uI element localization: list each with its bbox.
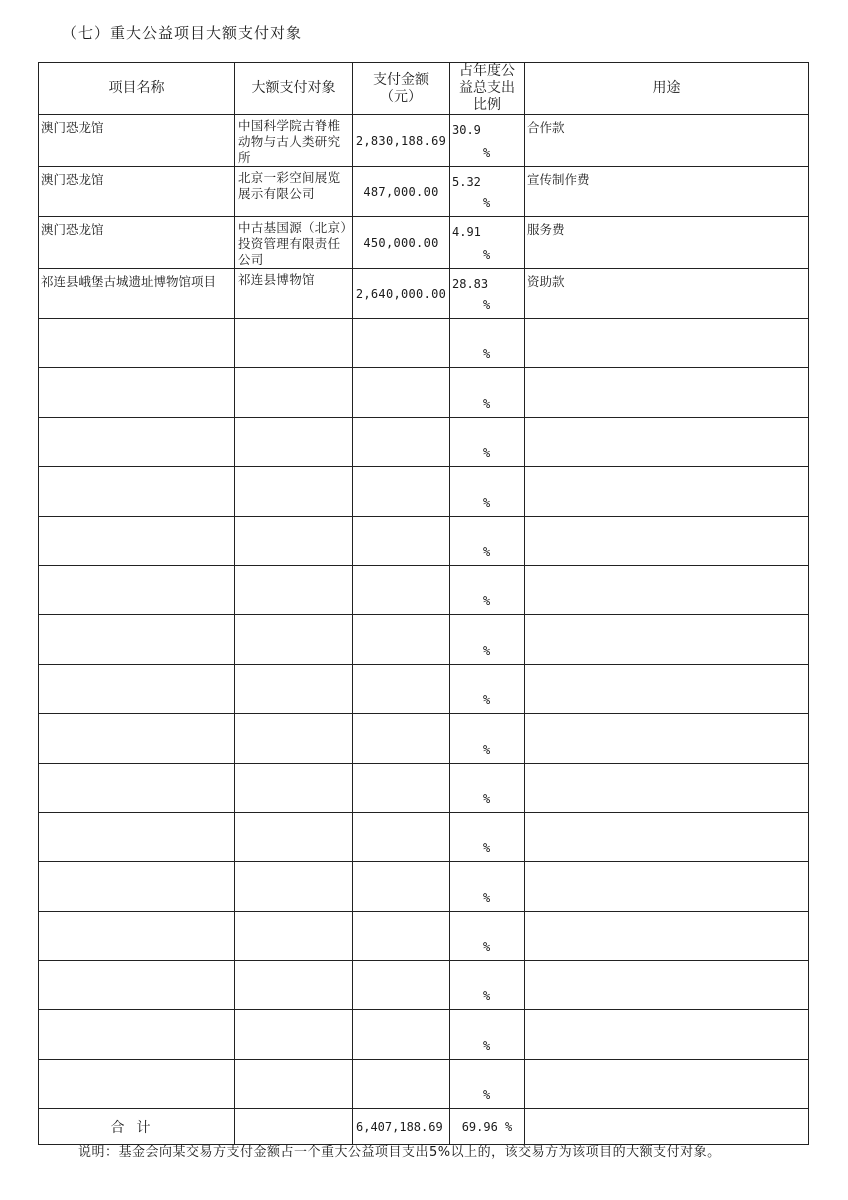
cell-amount xyxy=(353,368,450,417)
cell-use: 服务费 xyxy=(525,217,809,269)
table-row xyxy=(39,714,809,763)
cell-payee xyxy=(235,714,353,763)
header-amount-line2: （元） xyxy=(380,88,422,105)
cell-use: 宣传制作费 xyxy=(525,167,809,217)
cell-amount xyxy=(353,1059,450,1108)
cell-use: 资助款 xyxy=(525,269,809,319)
percent-sign: % xyxy=(483,196,491,210)
cell-project xyxy=(39,812,235,861)
table-row xyxy=(39,862,809,911)
cell-payee xyxy=(235,417,353,466)
cell-amount xyxy=(353,467,450,516)
percent-sign: % xyxy=(483,742,491,757)
table-row xyxy=(39,217,809,269)
table-header-row xyxy=(39,63,809,115)
cell-ratio xyxy=(450,862,525,911)
cell-ratio xyxy=(450,115,525,167)
cell-amount xyxy=(353,565,450,614)
section-title: （七）重大公益项目大额支付对象 xyxy=(62,24,303,42)
total-ratio: 69.96 % xyxy=(450,1109,525,1145)
table-row xyxy=(39,368,809,417)
cell-use xyxy=(525,812,809,861)
cell-payee xyxy=(235,763,353,812)
percent-sign: % xyxy=(483,841,491,856)
header-amount-line1: 支付金额 xyxy=(373,71,429,88)
cell-payee xyxy=(235,368,353,417)
cell-ratio xyxy=(450,167,525,217)
cell-amount xyxy=(353,862,450,911)
percent-sign: % xyxy=(483,298,491,312)
cell-amount xyxy=(353,961,450,1010)
cell-use xyxy=(525,467,809,516)
cell-payee xyxy=(235,664,353,713)
cell-ratio xyxy=(450,714,525,763)
cell-project xyxy=(39,862,235,911)
header-use: 用途 xyxy=(525,63,809,115)
percent-sign: % xyxy=(483,940,491,955)
cell-ratio xyxy=(450,217,525,269)
table-row xyxy=(39,1059,809,1108)
cell-project xyxy=(39,763,235,812)
cell-ratio xyxy=(450,516,525,565)
cell-amount xyxy=(353,417,450,466)
table-row xyxy=(39,615,809,664)
cell-payee xyxy=(235,812,353,861)
percent-sign: % xyxy=(483,495,491,510)
ratio-value: 4.91 xyxy=(452,225,481,239)
cell-use xyxy=(525,714,809,763)
cell-ratio xyxy=(450,565,525,614)
total-label: 合计 xyxy=(39,1109,235,1145)
cell-project xyxy=(39,664,235,713)
cell-use xyxy=(525,417,809,466)
cell-use xyxy=(525,319,809,368)
cell-ratio xyxy=(450,911,525,960)
cell-use xyxy=(525,763,809,812)
cell-amount xyxy=(353,812,450,861)
cell-project xyxy=(39,1059,235,1108)
cell-amount: 487,000.00 xyxy=(353,167,450,217)
cell-use xyxy=(525,961,809,1010)
header-amount xyxy=(353,63,450,115)
cell-project xyxy=(39,615,235,664)
cell-payee xyxy=(235,319,353,368)
cell-project xyxy=(39,417,235,466)
cell-ratio xyxy=(450,1010,525,1059)
cell-use xyxy=(525,516,809,565)
cell-use xyxy=(525,615,809,664)
cell-project: 澳门恐龙馆 xyxy=(39,115,235,167)
cell-amount xyxy=(353,714,450,763)
header-ratio xyxy=(450,63,525,115)
cell-use xyxy=(525,664,809,713)
table-row xyxy=(39,319,809,368)
percent-sign: % xyxy=(483,791,491,806)
total-row xyxy=(39,1109,809,1145)
ratio-value: 30.9 xyxy=(452,123,481,137)
cell-amount xyxy=(353,1010,450,1059)
table-row xyxy=(39,812,809,861)
percent-sign: % xyxy=(483,146,491,160)
cell-amount xyxy=(353,763,450,812)
total-amount: 6,407,188.69 xyxy=(353,1109,450,1145)
cell-ratio xyxy=(450,615,525,664)
cell-ratio xyxy=(450,319,525,368)
cell-payee xyxy=(235,1059,353,1108)
cell-payee: 北京一彩空间展览展示有限公司 xyxy=(235,167,353,217)
cell-project xyxy=(39,961,235,1010)
cell-payee xyxy=(235,961,353,1010)
cell-ratio xyxy=(450,664,525,713)
cell-amount xyxy=(353,911,450,960)
payment-table xyxy=(38,62,809,1145)
footnote: 说明：基金会向某交易方支付金额占一个重大公益项目支出5%以上的，该交易方为该项目的大额支付对象。 xyxy=(78,1145,721,1160)
cell-use xyxy=(525,565,809,614)
cell-use xyxy=(525,368,809,417)
cell-payee: 祁连县博物馆 xyxy=(235,269,353,319)
cell-project xyxy=(39,319,235,368)
cell-use xyxy=(525,911,809,960)
percent-sign: % xyxy=(483,446,491,461)
cell-use: 合作款 xyxy=(525,115,809,167)
percent-sign: % xyxy=(483,1038,491,1053)
cell-project xyxy=(39,714,235,763)
cell-ratio xyxy=(450,368,525,417)
table-row xyxy=(39,961,809,1010)
percent-sign: % xyxy=(483,643,491,658)
percent-sign: % xyxy=(483,890,491,905)
header-ratio-line2: 益总支出 xyxy=(459,80,515,96)
cell-project xyxy=(39,1010,235,1059)
table-row xyxy=(39,1010,809,1059)
cell-project xyxy=(39,565,235,614)
table-row xyxy=(39,167,809,217)
cell-ratio xyxy=(450,417,525,466)
percent-sign: % xyxy=(483,989,491,1004)
cell-payee xyxy=(235,1010,353,1059)
table-row xyxy=(39,115,809,167)
cell-amount: 2,830,188.69 xyxy=(353,115,450,167)
table-row xyxy=(39,911,809,960)
table-row xyxy=(39,417,809,466)
percent-sign: % xyxy=(483,544,491,559)
cell-use xyxy=(525,1059,809,1108)
percent-sign: % xyxy=(483,594,491,609)
table-row xyxy=(39,763,809,812)
percent-sign: % xyxy=(483,1088,491,1103)
table-row xyxy=(39,516,809,565)
ratio-value: 5.32 xyxy=(452,175,481,189)
cell-ratio xyxy=(450,1059,525,1108)
percent-sign: % xyxy=(483,347,491,362)
cell-ratio xyxy=(450,763,525,812)
total-use-empty xyxy=(525,1109,809,1145)
table-row xyxy=(39,664,809,713)
cell-amount: 2,640,000.00 xyxy=(353,269,450,319)
cell-use xyxy=(525,862,809,911)
cell-payee: 中国科学院古脊椎动物与古人类研究所 xyxy=(235,115,353,167)
table-row xyxy=(39,467,809,516)
cell-payee xyxy=(235,615,353,664)
cell-payee xyxy=(235,911,353,960)
cell-amount: 450,000.00 xyxy=(353,217,450,269)
percent-sign: % xyxy=(483,396,491,411)
cell-project xyxy=(39,467,235,516)
cell-payee xyxy=(235,862,353,911)
cell-payee xyxy=(235,565,353,614)
cell-project: 澳门恐龙馆 xyxy=(39,167,235,217)
header-ratio-line1: 占年度公 xyxy=(459,63,515,79)
cell-payee xyxy=(235,516,353,565)
header-ratio-line3: 比例 xyxy=(473,97,501,113)
percent-sign: % xyxy=(483,248,491,262)
cell-amount xyxy=(353,319,450,368)
cell-project: 澳门恐龙馆 xyxy=(39,217,235,269)
cell-ratio xyxy=(450,269,525,319)
ratio-value: 28.83 xyxy=(452,277,489,291)
cell-project: 祁连县峨堡古城遗址博物馆项目 xyxy=(39,269,235,319)
cell-amount xyxy=(353,664,450,713)
table-row xyxy=(39,269,809,319)
table-row xyxy=(39,565,809,614)
cell-project xyxy=(39,516,235,565)
blank-rows xyxy=(39,319,809,1109)
cell-project xyxy=(39,368,235,417)
cell-payee: 中古基国源（北京）投资管理有限责任公司 xyxy=(235,217,353,269)
header-payee: 大额支付对象 xyxy=(235,63,353,115)
cell-ratio xyxy=(450,961,525,1010)
cell-ratio xyxy=(450,467,525,516)
cell-payee xyxy=(235,467,353,516)
cell-project xyxy=(39,911,235,960)
cell-ratio xyxy=(450,812,525,861)
cell-amount xyxy=(353,615,450,664)
header-project: 项目名称 xyxy=(39,63,235,115)
cell-amount xyxy=(353,516,450,565)
cell-use xyxy=(525,1010,809,1059)
total-payee-empty xyxy=(235,1109,353,1145)
percent-sign: % xyxy=(483,693,491,708)
